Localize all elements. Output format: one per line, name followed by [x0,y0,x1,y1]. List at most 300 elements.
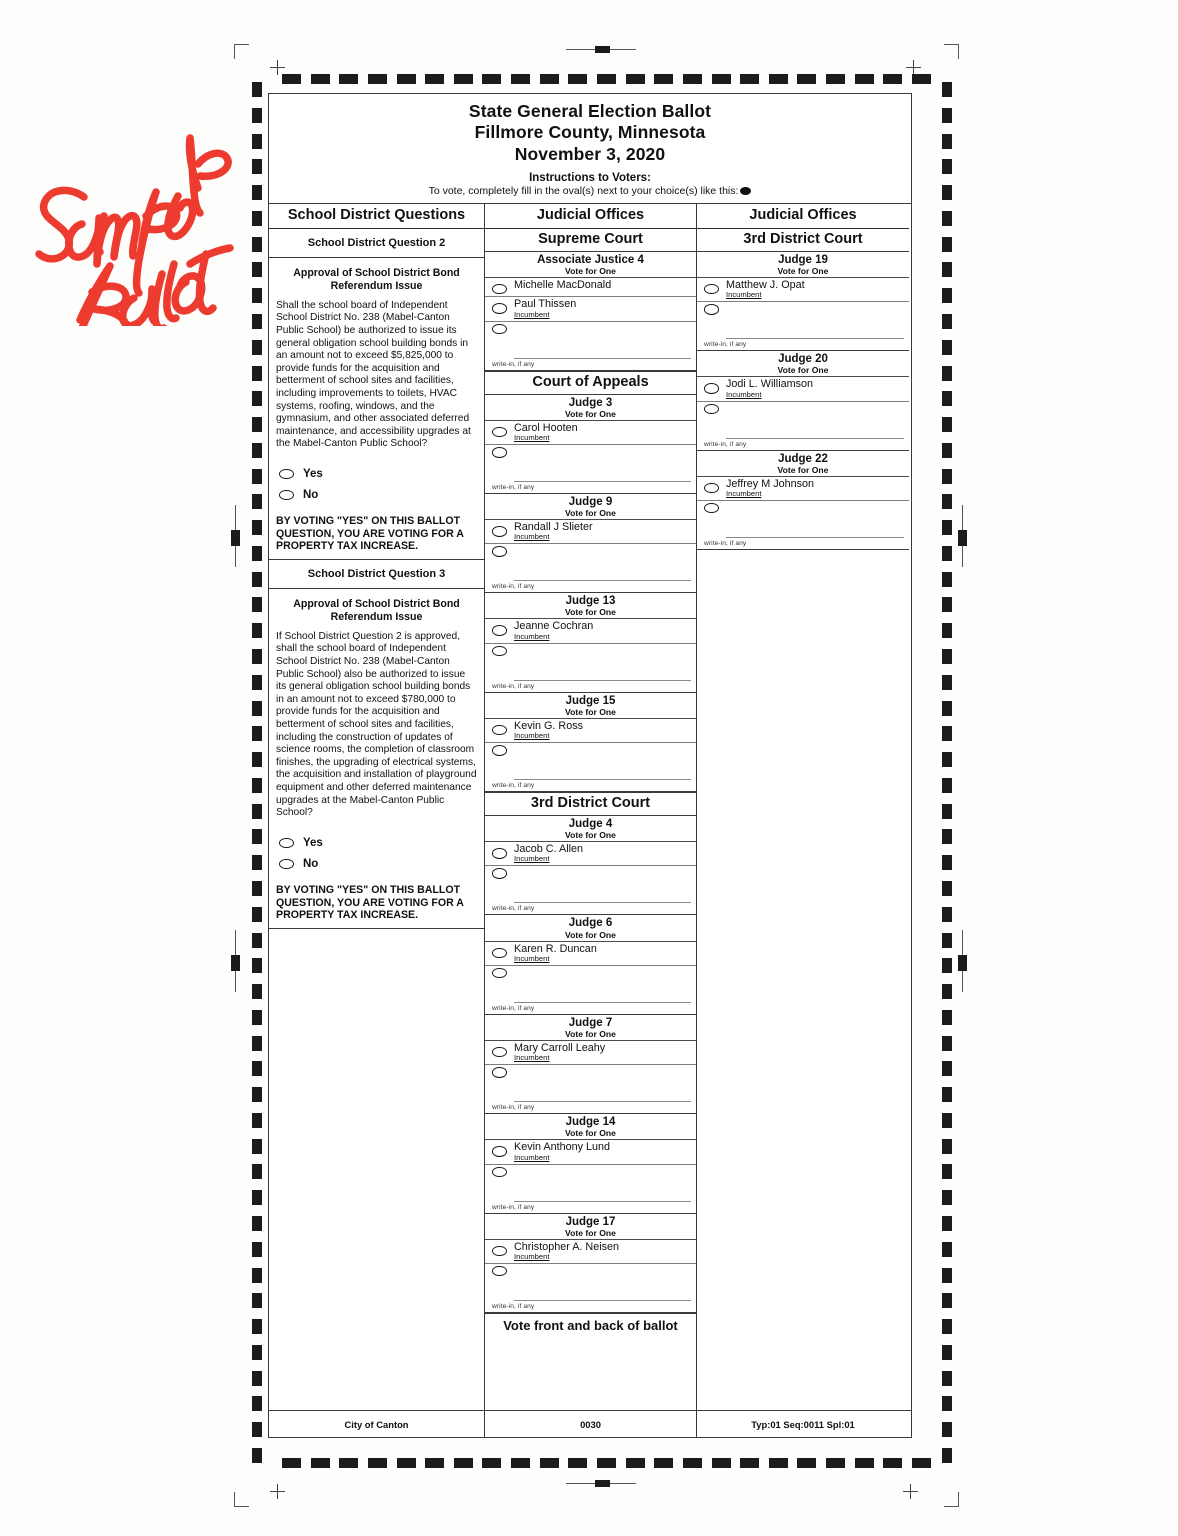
write-in-caption: write-in, if any [704,341,747,349]
timing-mark [252,417,262,432]
timing-mark [252,1216,262,1231]
candidate-text [514,1043,691,1062]
vote-for-instruction: Vote for One [697,266,909,278]
vote-oval[interactable] [279,838,294,849]
timing-mark [252,1448,262,1463]
timing-mark [942,804,952,819]
vote-for-instruction: Vote for One [485,1029,696,1041]
candidate-name: Paul Thissen [514,298,577,311]
vote-oval[interactable] [492,1266,507,1277]
timing-mark [942,649,952,664]
timing-mark [252,1345,262,1360]
candidate-name: Christopher A. Neisen [514,1240,620,1253]
vote-front-and-back-note: Vote front and back of ballot [485,1313,696,1338]
column-judicial-offices-right [697,204,909,1410]
timing-mark [252,623,262,638]
incumbent-label: Incumbent [514,854,550,864]
write-in-caption: write-in, if any [492,583,535,591]
timing-mark [912,1458,931,1468]
write-in-row[interactable] [697,402,909,440]
timing-mark [942,340,952,355]
write-in-line[interactable] [514,447,691,482]
timing-mark [252,1036,262,1051]
timing-mark [252,443,262,458]
timing-mark [252,933,262,948]
write-in-line[interactable] [514,646,691,681]
candidate-name: Michelle MacDonald [514,278,612,291]
timing-mark [942,881,952,896]
timing-mark [568,74,587,84]
ballot-footer [269,1410,911,1437]
office-title: Judge 17 [565,1215,616,1228]
timing-mark [942,288,952,303]
candidate-name: Matthew J. Opat [726,278,805,291]
timing-mark [252,185,262,200]
candidate-text [514,621,691,640]
choice-option-yes[interactable] [279,468,477,480]
office-block [485,494,696,593]
timing-mark [482,74,501,84]
property-tax-increase-note: BY VOTING "YES" ON THIS BALLOT QUESTION, YOU ARE VOTING FOR A PROPERTY TAX INCREASE. [269,881,484,929]
column-judicial-offices-middle [485,204,697,1410]
timing-mark [883,74,902,84]
candidate-name: Jeffrey M Johnson [726,477,815,490]
timing-mark [942,907,952,922]
timing-mark [626,1458,645,1468]
vote-oval[interactable] [279,859,294,870]
ballot-card [268,93,912,1438]
candidate-row[interactable] [697,477,909,501]
timing-mark [683,74,702,84]
write-in-line[interactable] [726,404,904,439]
write-in-caption: write-in, if any [704,539,747,547]
vote-oval[interactable] [492,284,507,295]
vote-oval[interactable] [279,490,294,501]
timing-mark [252,134,262,149]
timing-mark [252,675,262,690]
write-in-row[interactable] [485,966,696,1004]
timing-mark [712,1458,731,1468]
timing-mark [942,211,952,226]
timing-mark [339,1458,358,1468]
timing-mark [252,726,262,741]
vote-for-instruction: Vote for One [485,266,696,278]
timing-mark [282,74,301,84]
timing-mark [252,494,262,509]
candidate-row[interactable] [485,297,696,321]
court-heading: 3rd District Court [697,229,909,252]
timing-mark [454,74,473,84]
timing-mark [252,262,262,277]
timing-mark [511,1458,530,1468]
timing-mark [942,134,952,149]
timing-mark [942,1164,952,1179]
timing-mark [252,391,262,406]
write-in-caption: write-in, if any [492,782,535,790]
timing-mark [252,546,262,561]
incumbent-label: Incumbent [514,1251,550,1261]
candidate-name: Mary Carroll Leahy [514,1041,606,1054]
timing-mark [942,494,952,509]
timing-mark [654,74,673,84]
vote-oval[interactable] [492,1146,507,1157]
timing-mark [826,1458,845,1468]
vote-oval[interactable] [492,725,507,736]
vote-for-instruction: Vote for One [485,409,696,421]
vote-oval[interactable] [492,526,507,537]
question-body [269,589,484,824]
candidate-text [514,299,691,318]
office-block [485,252,696,371]
timing-mark [252,469,262,484]
timing-mark [454,1458,473,1468]
candidate-row[interactable] [485,719,696,743]
question-text: If School District Question 2 is approved, shall the school board of Independent School District No. 238 (Mabel-Canton Public School) also be authorized to issue its general obligation school building bonds in an amount not to exceed $780,000 to provide funds for the acquisition and betterment of school sites and facilities, including the construction of updates of science rooms, the completion of classroom finishes, the upgrading of electrical systems, the acquisition and installation of playground equipment and other deferred maintenance upgrades at the Mabel-Canton Public School? [276,630,477,819]
office-title: Judge 13 [565,595,616,608]
timing-mark [252,288,262,303]
write-in-line[interactable] [514,745,691,780]
timing-mark [942,1113,952,1128]
office-block [485,816,696,915]
write-in-caption: write-in, if any [492,1302,535,1310]
registration-crosshair-top-left [270,60,285,75]
vote-oval[interactable] [704,483,719,494]
ballot-columns [269,204,911,1410]
candidate-row[interactable] [485,842,696,866]
timing-mark [942,675,952,690]
timing-mark [797,1458,816,1468]
incumbent-label: Incumbent [726,389,762,399]
candidate-name: Kevin G. Ross [514,719,584,732]
timing-mark [252,829,262,844]
timing-mark [397,74,416,84]
timing-mark [252,1164,262,1179]
vote-oval[interactable] [704,404,719,415]
incumbent-label: Incumbent [514,1053,550,1063]
timing-mark [942,597,952,612]
timing-mark [540,74,559,84]
timing-mark [252,366,262,381]
timing-mark [942,546,952,561]
timing-mark [252,1190,262,1205]
registration-dash-top [566,46,636,53]
vote-oval[interactable] [492,447,507,458]
timing-mark [252,1422,262,1437]
timing-mark [942,417,952,432]
vote-oval[interactable] [492,1246,507,1257]
timing-mark [942,1216,952,1231]
timing-mark [855,1458,874,1468]
vote-oval[interactable] [492,1047,507,1058]
vote-oval[interactable] [492,868,507,879]
choice-label: Yes [303,467,323,480]
write-in-line[interactable] [514,546,691,581]
timing-mark [942,701,952,716]
timing-mark [252,1242,262,1257]
vote-oval[interactable] [492,324,507,335]
timing-mark [942,933,952,948]
question-subtitle: Approval of School District Bond Referendum Issue [293,266,460,292]
instructions-text: To vote, completely fill in the oval(s) next to your choice(s) like this: [428,185,739,198]
candidate-row[interactable] [485,619,696,643]
candidate-row[interactable] [485,1041,696,1065]
choice-label: No [303,488,319,501]
court-heading: 3rd District Court [485,792,696,816]
timing-mark [740,74,759,84]
question-text: Shall the school board of Independent School District No. 238 (Mabel-Canton Public School) be authorized to issue its general obligation school building bonds in an amount not to exceed $5,825,000 to provide funds for the acquisition and betterment of school sites and facilities, including improvements to toilets, HVAC systems, roofing, windows, and the gymnasium, and other associated deferred maintenance, and accessibility upgrades at the Mabel-Canton Public School? [276,299,471,450]
timing-mark [626,74,645,84]
crop-mark-top-left [234,44,249,59]
candidate-text [514,944,691,963]
timing-mark [252,1113,262,1128]
timing-mark [942,108,952,123]
office-title: Judge 19 [778,253,828,266]
timing-mark [942,185,952,200]
vote-for-instruction: Vote for One [697,365,909,377]
timing-mark [597,1458,616,1468]
timing-mark [654,1458,673,1468]
vote-oval[interactable] [704,284,719,295]
write-in-row[interactable] [485,544,696,582]
registration-tick-left-upper [231,505,240,567]
footer-precinct: City of Canton [269,1411,485,1437]
candidate-text [514,423,691,442]
incumbent-label: Incumbent [514,433,550,443]
timing-mark [597,74,616,84]
ballot-title-line-1: State General Election Ballot [468,101,712,121]
timing-mark [252,907,262,922]
timing-mark [252,1268,262,1283]
timing-mark [252,211,262,226]
instructions-heading: Instructions to Voters: [529,172,651,185]
vote-for-instruction: Vote for One [485,930,696,942]
write-in-row[interactable] [485,1065,696,1103]
candidate-row[interactable] [485,1240,696,1264]
candidate-name: Randall J Slieter [514,521,593,534]
office-block [485,693,696,792]
write-in-line[interactable] [514,968,691,1003]
timing-mark [942,520,952,535]
office-block [485,593,696,692]
vote-oval[interactable] [492,646,507,657]
timing-mark [740,1458,759,1468]
timing-mark [942,262,952,277]
timing-mark [942,752,952,767]
column-heading-middle: Judicial Offices [485,204,696,229]
write-in-row[interactable] [485,866,696,904]
question-body [269,258,484,455]
timing-mark [482,1458,501,1468]
timing-mark [252,597,262,612]
office-block [697,252,909,351]
office-title: Judge 14 [565,1116,616,1129]
write-in-line[interactable] [726,503,904,538]
timing-mark [252,237,262,252]
candidate-text [514,522,691,541]
candidate-row[interactable] [697,377,909,401]
vote-oval[interactable] [704,383,719,394]
candidate-text [514,1142,691,1161]
candidate-text [514,1242,691,1261]
timing-mark [252,701,262,716]
ballot-header [269,94,911,204]
write-in-line[interactable] [514,324,691,359]
candidate-row[interactable] [485,520,696,544]
vote-oval[interactable] [492,546,507,557]
office-title: Judge 22 [778,452,828,465]
candidate-text [514,721,691,740]
incumbent-label: Incumbent [514,532,550,542]
write-in-line[interactable] [514,1167,691,1202]
write-in-row[interactable] [697,501,909,539]
timing-mark [511,74,530,84]
timing-mark [252,1087,262,1102]
timing-mark [942,391,952,406]
timing-mark [942,1087,952,1102]
candidate-name: Kevin Anthony Lund [514,1141,611,1154]
vote-oval[interactable] [492,427,507,438]
vote-for-instruction: Vote for One [697,465,909,477]
timing-mark [942,984,952,999]
vote-oval[interactable] [704,304,719,315]
timing-mark [568,1458,587,1468]
timing-mark [252,82,262,97]
registration-tick-right-upper [958,505,967,567]
registration-tick-right-lower [958,930,967,992]
column-heading-left: School District Questions [269,204,484,229]
vote-oval[interactable] [492,968,507,979]
timing-mark [942,159,952,174]
write-in-line[interactable] [514,1266,691,1301]
timing-mark [252,1010,262,1025]
registration-crosshair-bottom-right [903,1484,918,1499]
timing-mark [252,159,262,174]
office-title: Judge 20 [778,353,828,366]
vote-oval[interactable] [492,625,507,636]
candidate-text [726,479,904,498]
choice-option-no[interactable] [279,489,477,501]
write-in-row[interactable] [485,322,696,360]
timing-mark [942,829,952,844]
vote-oval[interactable] [492,1067,507,1078]
write-in-row[interactable] [485,1165,696,1203]
candidate-name: Jacob C. Allen [514,843,584,856]
timing-mark [769,74,788,84]
vote-oval[interactable] [492,948,507,959]
write-in-line[interactable] [514,1067,691,1102]
vote-for-instruction: Vote for One [485,830,696,842]
write-in-caption: write-in, if any [492,484,535,492]
incumbent-label: Incumbent [514,309,550,319]
timing-mark [683,1458,702,1468]
choice-option-no[interactable] [279,858,477,870]
write-in-line[interactable] [726,304,904,339]
timing-mark [252,752,262,767]
timing-mark [942,237,952,252]
vote-oval[interactable] [492,848,507,859]
candidate-text [514,844,691,863]
candidate-row[interactable] [485,942,696,966]
timing-mark [942,1448,952,1463]
timing-mark [942,572,952,587]
office-block [697,351,909,450]
candidate-text [726,280,904,299]
registration-tick-left-lower [231,930,240,992]
timing-mark [942,1422,952,1437]
timing-mark [252,1293,262,1308]
timing-mark [942,469,952,484]
office-title: Associate Justice 4 [537,253,644,266]
candidate-row[interactable] [485,421,696,445]
write-in-caption: write-in, if any [704,440,747,448]
timing-mark [252,984,262,999]
incumbent-label: Incumbent [514,1152,550,1162]
timing-mark [252,1371,262,1386]
vote-for-instruction: Vote for One [485,707,696,719]
timing-mark [282,1458,301,1468]
timing-mark [252,649,262,664]
candidate-row[interactable] [485,278,696,298]
office-title: Judge 15 [565,694,616,707]
crop-mark-bottom-left [234,1492,249,1507]
vote-for-instruction: Vote for One [485,1228,696,1240]
write-in-caption: write-in, if any [492,1203,535,1211]
registration-crosshair-bottom-left [270,1484,285,1499]
incumbent-label: Incumbent [514,953,550,963]
vote-oval[interactable] [492,303,507,314]
column-school-district-questions [269,204,485,1410]
incumbent-label: Incumbent [726,290,762,300]
timing-mark [769,1458,788,1468]
timing-mark [252,1319,262,1334]
write-in-row[interactable] [485,1264,696,1302]
timing-mark [252,958,262,973]
write-in-row[interactable] [697,302,909,340]
write-in-row[interactable] [485,644,696,682]
office-title: Judge 9 [568,496,613,509]
timing-mark [942,1061,952,1076]
instructions-body [275,185,905,197]
vote-oval[interactable] [279,469,294,480]
vote-oval[interactable] [492,745,507,756]
registration-crosshair-top-right [906,60,921,75]
candidate-row[interactable] [485,1140,696,1164]
candidate-row[interactable] [697,278,909,302]
vote-oval[interactable] [704,503,719,514]
incumbent-label: Incumbent [726,489,762,499]
court-heading: Court of Appeals [485,371,696,395]
write-in-caption: write-in, if any [492,360,535,368]
timing-mark [252,520,262,535]
timing-mark [311,1458,330,1468]
timing-mark [797,74,816,84]
office-title: Judge 7 [568,1016,613,1029]
choice-option-yes[interactable] [279,837,477,849]
candidate-name: Jodi L. Williamson [726,378,814,391]
footer-ballot-number: 0030 [485,1411,697,1437]
timing-mark [942,1293,952,1308]
write-in-row[interactable] [485,743,696,781]
question-number-heading: School District Question 3 [269,560,484,589]
vote-oval[interactable] [492,1167,507,1178]
write-in-caption: write-in, if any [492,905,535,913]
candidate-name: Karen R. Duncan [514,942,597,955]
write-in-row[interactable] [485,445,696,483]
write-in-line[interactable] [514,868,691,903]
timing-mark [942,1319,952,1334]
timing-mark [425,74,444,84]
timing-mark [942,1010,952,1025]
